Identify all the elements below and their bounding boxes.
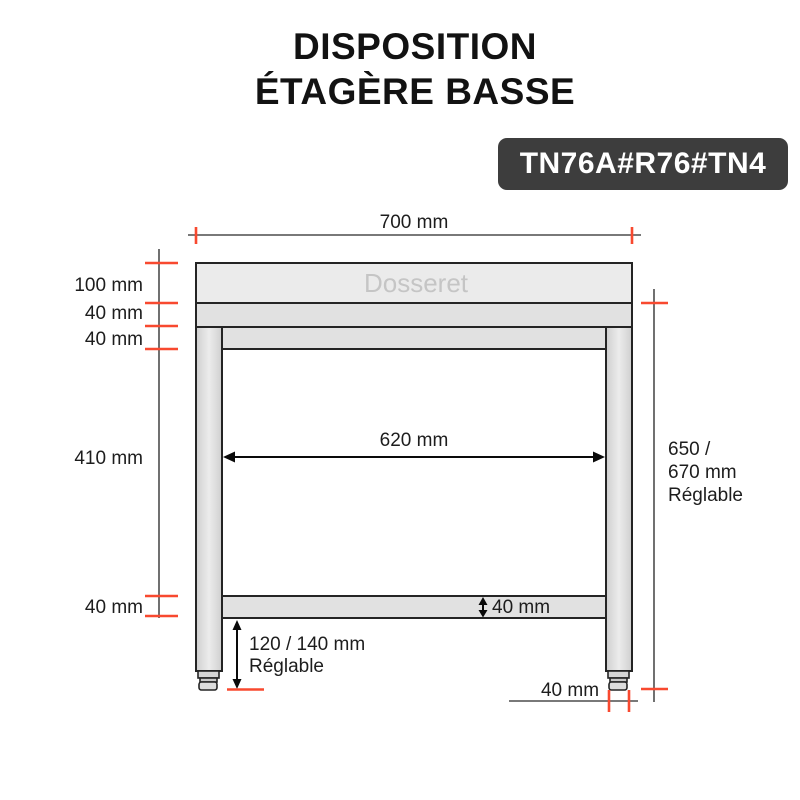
leg-clearance-label-line1: 120 / 140 mm (249, 634, 366, 655)
dimension-left-stack (74, 249, 178, 618)
foot-width-label: 40 mm (540, 680, 600, 701)
arrowhead-down (233, 679, 242, 689)
dimension-leg-clearance (227, 620, 365, 690)
backsplash-height-label: 100 mm (74, 275, 143, 296)
inner-width-label: 620 mm (379, 430, 449, 451)
left-foot-pad (199, 682, 217, 690)
arrowhead-up (233, 620, 242, 630)
right-leg (606, 327, 632, 671)
leg-clearance-label-line2: Réglable (249, 656, 324, 677)
page-title-line2: ÉTAGÈRE BASSE (254, 71, 576, 112)
left-foot (198, 671, 219, 690)
frame-height-label: 40 mm (84, 329, 143, 350)
clearance-height-label: 410 mm (74, 448, 143, 469)
overall-height-label-line3: Réglable (668, 485, 743, 506)
worktop-thickness-label: 40 mm (84, 303, 143, 324)
right-foot-pad (609, 682, 627, 690)
under-frame (222, 327, 606, 349)
right-foot (608, 671, 629, 690)
shelf-thickness-left-label: 40 mm (84, 597, 143, 618)
overall-height-label-line2: 670 mm (668, 462, 737, 483)
right-foot-collar (608, 671, 629, 678)
table-parts (196, 263, 632, 690)
dimension-inner-width (223, 430, 605, 463)
arrowhead-left (223, 452, 235, 463)
left-foot-collar (198, 671, 219, 678)
overall-height-label-line1: 650 / (668, 439, 711, 460)
dimension-right-height (641, 289, 743, 702)
shelf-thickness-label: 40 mm (492, 597, 551, 618)
dimension-top-width (188, 212, 641, 244)
left-leg (196, 327, 222, 671)
backsplash-label: Dosseret (363, 268, 469, 298)
top-width-label: 700 mm (379, 212, 449, 233)
arrowhead-right (593, 452, 605, 463)
page-title-line1: DISPOSITION (293, 26, 537, 67)
product-code-badge: TN76A#R76#TN4 (498, 138, 788, 190)
worktop (196, 303, 632, 327)
